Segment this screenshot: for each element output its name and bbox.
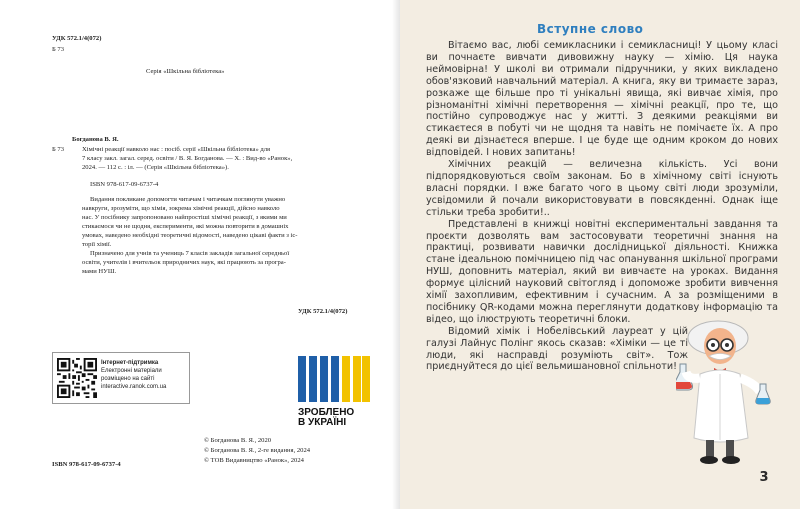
internet-support-box: [52, 352, 190, 404]
annotation-line: нас. У посібнику запропоновано найпростіші хімічні реакції, з якими ми: [82, 214, 287, 221]
annotation-line: торії хімії.: [82, 241, 112, 248]
internet-support-text: [101, 359, 187, 391]
page-title: Вступне слово: [537, 22, 644, 36]
qr-code-icon[interactable]: [57, 358, 97, 398]
page-number: 3: [759, 470, 769, 485]
udk-bottom: УДК 572.1/4(072): [298, 308, 348, 315]
chemist-illustration-icon: [676, 318, 772, 468]
made-in-ukraine-line: В УКРАЇНІ: [298, 417, 347, 428]
made-in-ukraine-label: [298, 408, 374, 428]
isbn-mid: ISBN 978-617-09-6737-4: [90, 181, 159, 188]
intro-paragraph: Вітаємо вас, любі семикласники і семикласниці! У цьому класі ви почнаєте вивчати дивовижну науку — хімію. Ця наука неймовірна! У школі ви отримали підручники, у яких викладено обов'язковий навчальний матеріал. А книга, яку ви тримаєте зараз, розкаже ще більше про ті унікальні явища, які вивчає хімія, про різноманітні хімічні перетворення — хімічні реакції, про те, що постійно супроводжує нас у житті. З деякими реакціями ви стикаєтеся в побуті чи не щодня та навіть не помічаєте їх. А про деякі ви дізнаєтеся вперше. І це буде ще одним кроком до нових відповідей. І нових запитань!: [426, 40, 778, 159]
annotation-line: освіти, учителів і вчительок природничих наук, які працюють за програ-: [82, 259, 286, 266]
annotation-line: Видання покликане допомогти читачам і читачкам поглянути уважно: [90, 196, 286, 203]
annotation-line: мами НУШ.: [82, 268, 117, 275]
intro-paragraph: Представлені в книжці новітні експериментальні завдання та проєкти дозволять вам застосовувати теоретичні знання на практиці, розвивати навички дослідницької діяльності. Книжка стане ідеальною помічницею під час опанування шкільної програми НУШ, доповнить матеріал, який ви вивчаєте на уроках. Видання формує цілісний науковий світогляд і допоможе зробити вивчення хімії захопливим, ефективним і сучасним. А за розміщеними в посібнику QR-кодами можна переглянути додаткову інформацію та відео, що ілюструють теоретичні блоки.: [426, 218, 778, 325]
annotation-line: Призначено для учнів та учениць 7 класів закладів загальної середньої: [90, 250, 290, 257]
intro-paragraph: Відомий хімік і Нобелівський лауреат у цій галузі Лайнус Полінг якось сказав: «Хіміки — це ті люди, які насправді розуміють світ». Тож приєднуйтеся до цієї вельмишановної спільноти!: [426, 325, 688, 373]
copyright-line: © Богданова В. Я., 2-ге видання, 2024: [204, 447, 311, 454]
internet-support-line: Електронні матеріали: [101, 368, 162, 374]
bbk-code: Б 73: [52, 46, 65, 53]
isbn-bottom: ISBN 978-617-09-6737-4: [52, 461, 121, 468]
made-in-ukraine-line: ЗРОБЛЕНО: [298, 407, 355, 418]
udk-top: УДК 572.1/4(072): [52, 35, 102, 42]
internet-support-title: Інтернет-підтримка: [101, 360, 159, 366]
author-line: Богданова В. Я.: [72, 136, 119, 143]
made-in-ukraine-flag-icon: [298, 356, 370, 406]
series-line: Серія «Шкільна бібліотека»: [146, 68, 225, 75]
annotation: [82, 195, 382, 276]
annotation-line: стикаємося чи не щодня, експерименти, які можна повторити в домашніх: [82, 223, 289, 230]
catalog-code: Б 73: [52, 146, 65, 153]
catalog-line: 2024. — 112 с. : іл. — (Серія «Шкільна бібліотека»).: [82, 164, 229, 171]
internet-support-url[interactable]: interactive.ranok.com.ua: [101, 384, 167, 390]
copyright-line: © ТОВ Видавництво «Ранок», 2024: [204, 457, 304, 464]
copyright-line: © Богданова В. Я., 2020: [204, 437, 272, 444]
internet-support-line: розміщено на сайті: [101, 376, 155, 382]
catalog-line: Хімічні реакції навколо нас : посіб. серії «Шкільна бібліотека» для: [82, 146, 271, 153]
annotation-line: навкруги, зрозуміти, що хімія, зокрема хімічні реакції, дійсно навколо: [82, 205, 280, 212]
catalog-entry: [82, 145, 382, 172]
annotation-line: умовах, наведено необхідні теоретичні відомості, наведено цікаві факти з іс-: [82, 232, 298, 239]
intro-paragraph: Хімічних реакцій — величезна кількість. Усі вони підпорядковуються своїм законам. Бо в хімічному світі існують власні порядки. І вже багато чого в цьому світі люди зрозуміли, усвідомили й почали використовувати в повсякденні. Однак іще стільки треба зробити!..: [426, 159, 778, 218]
catalog-line: 7 класу закл. загал. серед. освіти / В. Я. Богданова. — Х. : Вид-во «Ранок»,: [82, 155, 293, 162]
